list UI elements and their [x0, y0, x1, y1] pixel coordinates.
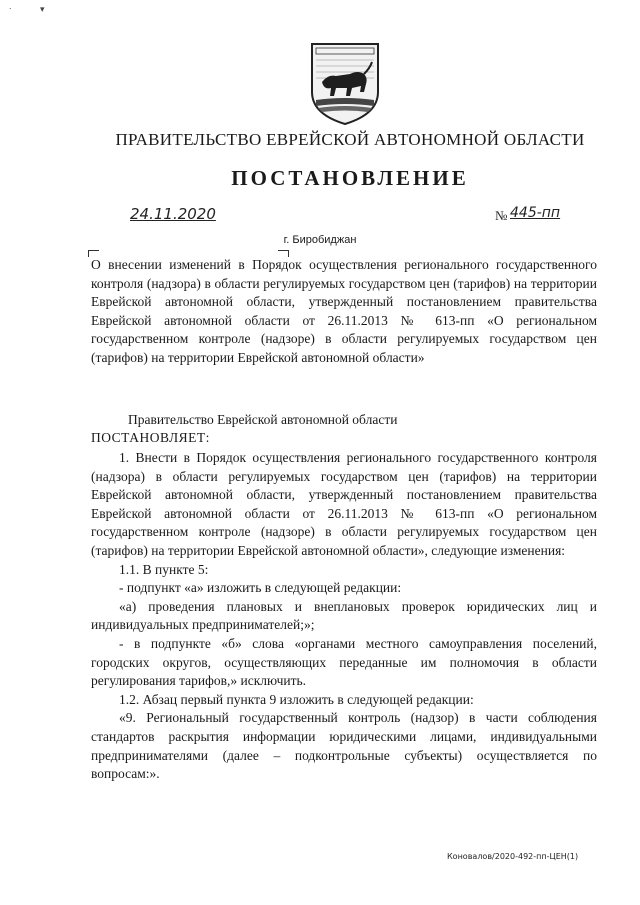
body-paragraph: «9. Региональный государственный контроль (надзор) в части соблюдения стандартов раскрытия информации юридическими лицами, индивидуальными предпринимателями (далее – подконтрольные субъекты) осуществляется по вопросам:».: [91, 710, 597, 782]
scan-speck: ˙: [8, 8, 13, 18]
city-label: г. Биробиджан: [283, 234, 357, 246]
government-title: ПРАВИТЕЛЬСТВО ЕВРЕЙСКОЙ АВТОНОМНОЙ ОБЛАСТИ: [115, 130, 585, 149]
body-paragraph: «а) проведения плановых и внеплановых проверок юридических лиц и индивидуальных предпринимателей;»;: [91, 598, 597, 633]
number-sign: №: [495, 208, 508, 223]
body-paragraph: 1. Внести в Порядок осуществления регионального государственного контроля (надзора) в области регулируемых государством цен (тарифов) на территории Еврейской автономной области, утвержденный постановлением правительства Еврейской автономной области от 26.11.2013 № 613-пп «О региональном государственном контроле (надзоре) в области регулируемых государством цен (тарифов) на территории Еврейской автономной области», следующие изменения:: [91, 450, 597, 558]
decree-number: 445-пп: [510, 205, 561, 221]
body-paragraph: - подпункт «а» изложить в следующей редакции:: [119, 580, 402, 596]
coat-of-arms-emblem: [306, 40, 384, 126]
body-paragraph: - в подпункте «б» слова «органами местного самоуправления поселений, городских округов, осуществляющих переданные им полномочия в области регулирования тарифов,» исключить.: [91, 635, 597, 689]
resolves-heading: ПОСТАНОВЛЯЕТ:: [91, 430, 210, 445]
body-paragraph: 1.1. В пункте 5:: [119, 561, 209, 577]
decree-subject: О внесении изменений в Порядок осуществления регионального государственного контроля (надзора) в области регулируемых государством цен (тарифов) на территории Еврейской автономной области, утвержденный постановлением правительства Еврейской автономной области от 26.11.2013 № 613-пп «О региональном государственном контроле (надзоре) в области регулируемых государством цен (тарифов) на территории Еврейской автономной области»: [91, 257, 597, 365]
intro-line: Правительство Еврейской автономной области: [128, 412, 398, 427]
scan-speck: ▾: [40, 5, 45, 15]
decree-body: [91, 449, 597, 784]
body-paragraph: 1.2. Абзац первый пункта 9 изложить в следующей редакции:: [119, 691, 474, 707]
document-type-title: ПОСТАНОВЛЕНИЕ: [231, 166, 469, 190]
document-footer-code: Коновалов/2020-492-пп-ЦЕН(1): [447, 852, 579, 861]
decree-date: 24.11.2020: [130, 205, 216, 223]
